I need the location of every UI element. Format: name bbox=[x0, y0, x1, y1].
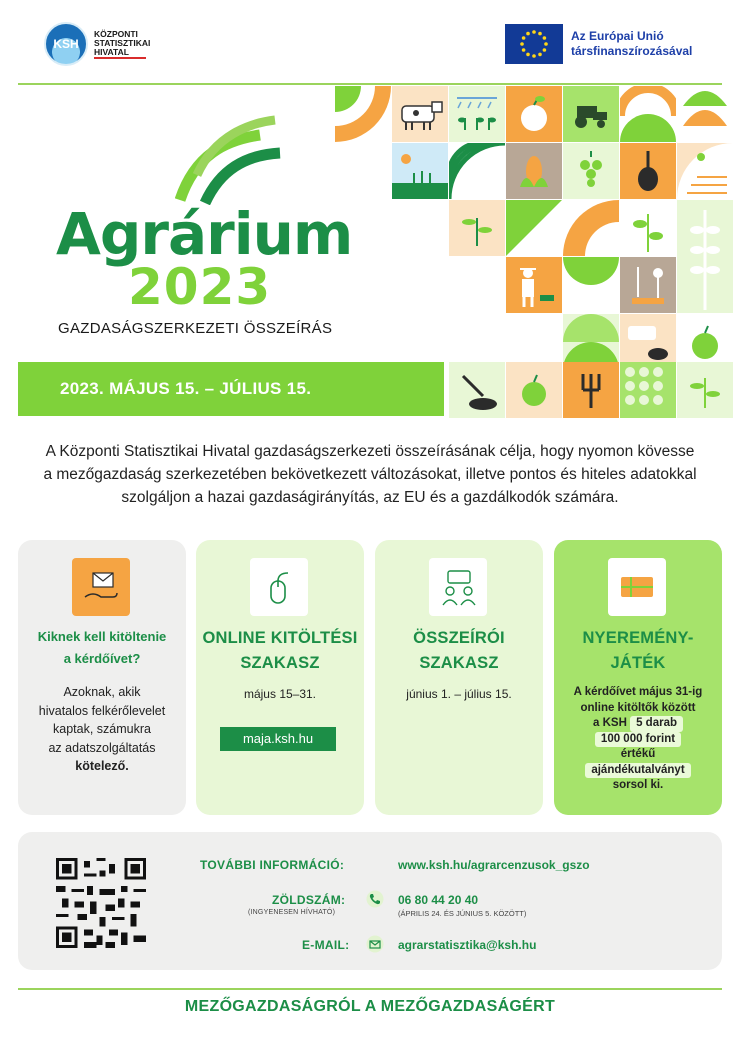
intro-paragraph: A Központi Statisztikai Hivatal gazdaságszerkezeti összeírásának célja, hogy nyomon kövesse a mezőgazdaság szerkezetében bekövetkezett változásokat, illetve pontos és hiteles adatokkal szolgáljon a hazai gazdaságirányítás, az EU és a gazdálkodók számára. bbox=[43, 443, 697, 506]
card-title bbox=[26, 626, 178, 670]
more-info-link[interactable]: www.ksh.hu/agrarcenzusok_gszo bbox=[398, 858, 590, 872]
ksh-logo-mark bbox=[44, 22, 88, 66]
top-divider bbox=[18, 83, 722, 85]
envelope-hand-icon bbox=[72, 558, 130, 616]
arc-orange-icon bbox=[563, 200, 619, 256]
mouse-icon bbox=[250, 558, 308, 616]
sun-field-icon bbox=[392, 143, 448, 199]
wheat-icon bbox=[677, 200, 733, 313]
stripes-tile-icon bbox=[449, 143, 505, 199]
email-address[interactable]: agrarstatisztika@ksh.hu bbox=[398, 938, 537, 952]
card-online-phase bbox=[196, 540, 364, 815]
card-body-line: kaptak, számukra bbox=[53, 722, 151, 736]
qr-code-icon[interactable] bbox=[56, 858, 146, 948]
farmer-icon bbox=[506, 257, 562, 313]
online-form-link[interactable]: maja.ksh.hu bbox=[220, 727, 336, 751]
fork-icon bbox=[563, 362, 619, 418]
leaf-triangle-icon bbox=[506, 200, 562, 256]
card-title-line: JÁTÉK bbox=[610, 654, 666, 672]
leaves-icon bbox=[620, 200, 676, 256]
phone-note: (INGYENESEN HÍVHATÓ) bbox=[248, 909, 336, 916]
dots-icon bbox=[620, 362, 676, 418]
farm-rows-icon bbox=[677, 143, 733, 199]
irrigation-plants-icon bbox=[449, 86, 505, 142]
hero-year: 2023 bbox=[128, 258, 272, 316]
card-title-line: NYEREMÉNY- bbox=[582, 629, 694, 647]
card-who-should-fill bbox=[18, 540, 186, 815]
card-title bbox=[560, 626, 716, 676]
card-enumerator-phase bbox=[375, 540, 543, 815]
apple-outline-icon bbox=[506, 362, 562, 418]
email-label: E-MAIL: bbox=[302, 938, 350, 952]
card-body-line: A kérdőívet május 31-ig bbox=[573, 686, 703, 698]
eu-text-line-1: Az Európai Unió bbox=[571, 29, 664, 43]
email-icon bbox=[366, 935, 384, 953]
phone-label: ZÖLDSZÁM: bbox=[272, 893, 346, 907]
card-body-line: online kitöltők között bbox=[580, 701, 696, 714]
garden-tools-icon bbox=[620, 257, 676, 313]
card-title-line: Kiknek kell kitöltenie bbox=[37, 629, 167, 644]
card-body-line: Azoknak, akik bbox=[63, 685, 141, 699]
ksh-line-1: KÖZPONTI bbox=[94, 28, 138, 39]
eu-cofinancing bbox=[505, 24, 692, 64]
arc-tile-icon bbox=[335, 86, 391, 142]
card-body-line: kötelező. bbox=[75, 759, 129, 773]
eu-text-line-2: társfinanszírozásával bbox=[571, 44, 693, 58]
ksh-line-3: HIVATAL bbox=[94, 48, 146, 59]
date-range: 2023. MÁJUS 15. – JÚLIUS 15. bbox=[60, 379, 312, 398]
card-body-line: a KSH bbox=[593, 717, 627, 729]
card-prize-draw bbox=[554, 540, 722, 815]
ksh-line-2: STATISZTIKAI bbox=[94, 37, 151, 48]
ksh-logo-text bbox=[94, 30, 174, 59]
hero-title: Agrárium bbox=[56, 200, 353, 268]
prize-count-badge: 5 darab bbox=[630, 716, 683, 732]
agrarium-swoosh-icon bbox=[175, 115, 285, 205]
grapes-icon bbox=[563, 143, 619, 199]
card-body-line: hivatalos felkérőlevelet bbox=[38, 703, 166, 718]
card-title bbox=[381, 626, 537, 676]
card-title-line: a kérdőívet? bbox=[63, 651, 141, 666]
trowel-icon bbox=[449, 362, 505, 418]
prize-value-badge: 100 000 forint bbox=[595, 732, 681, 748]
card-body bbox=[28, 683, 176, 776]
voucher-badge: ajándékutalványt bbox=[585, 763, 690, 779]
cow-icon bbox=[392, 86, 448, 142]
card-title-line: ONLINE KITÖLTÉSI bbox=[202, 629, 358, 647]
hero-subtitle: GAZDASÁGSZERKEZETI ÖSSZEÍRÁS bbox=[58, 320, 333, 337]
half-circle-green-icon bbox=[563, 257, 619, 313]
card-title-line: SZAKASZ bbox=[419, 654, 499, 672]
card-title-line: ÖSSZEÍRÓI bbox=[413, 629, 505, 647]
card-body-line: az adatszolgáltatás bbox=[48, 740, 156, 755]
ksh-abbr: KSH bbox=[53, 37, 79, 51]
eu-flag-icon bbox=[505, 24, 563, 64]
card-body-line: értékű bbox=[620, 748, 656, 760]
apple-icon bbox=[506, 86, 562, 142]
header bbox=[0, 0, 740, 80]
card-body: május 15–31. bbox=[243, 687, 317, 701]
wheat-leaf-icon bbox=[677, 86, 733, 142]
footer-slogan: MEZŐGAZDASÁGRÓL A MEZŐGAZDASÁGÉRT bbox=[184, 998, 556, 1015]
phone-icon bbox=[366, 890, 384, 908]
bottom-divider bbox=[18, 988, 722, 990]
gift-card-icon bbox=[608, 558, 666, 616]
people-chat-icon bbox=[429, 558, 487, 616]
corn-icon bbox=[506, 143, 562, 199]
shovel-icon bbox=[620, 143, 676, 199]
sprout-icon bbox=[449, 200, 505, 256]
card-body bbox=[564, 685, 712, 794]
card-body-line: sorsol ki. bbox=[612, 779, 664, 791]
half-circle-tile-icon bbox=[620, 86, 676, 142]
ksh-logo[interactable] bbox=[44, 22, 174, 66]
seedling-icon bbox=[677, 362, 733, 418]
phone-hours-note: (ÁPRILIS 24. ÉS JÚNIUS 5. KÖZÖTT) bbox=[398, 909, 527, 918]
card-title bbox=[202, 626, 358, 676]
card-title-line: SZAKASZ bbox=[240, 654, 320, 672]
more-info-label: TOVÁBBI INFORMÁCIÓ: bbox=[200, 858, 345, 872]
tractor-icon bbox=[563, 86, 619, 142]
phone-number[interactable]: 06 80 44 20 40 bbox=[398, 893, 479, 907]
card-body: június 1. – július 15. bbox=[406, 687, 512, 701]
